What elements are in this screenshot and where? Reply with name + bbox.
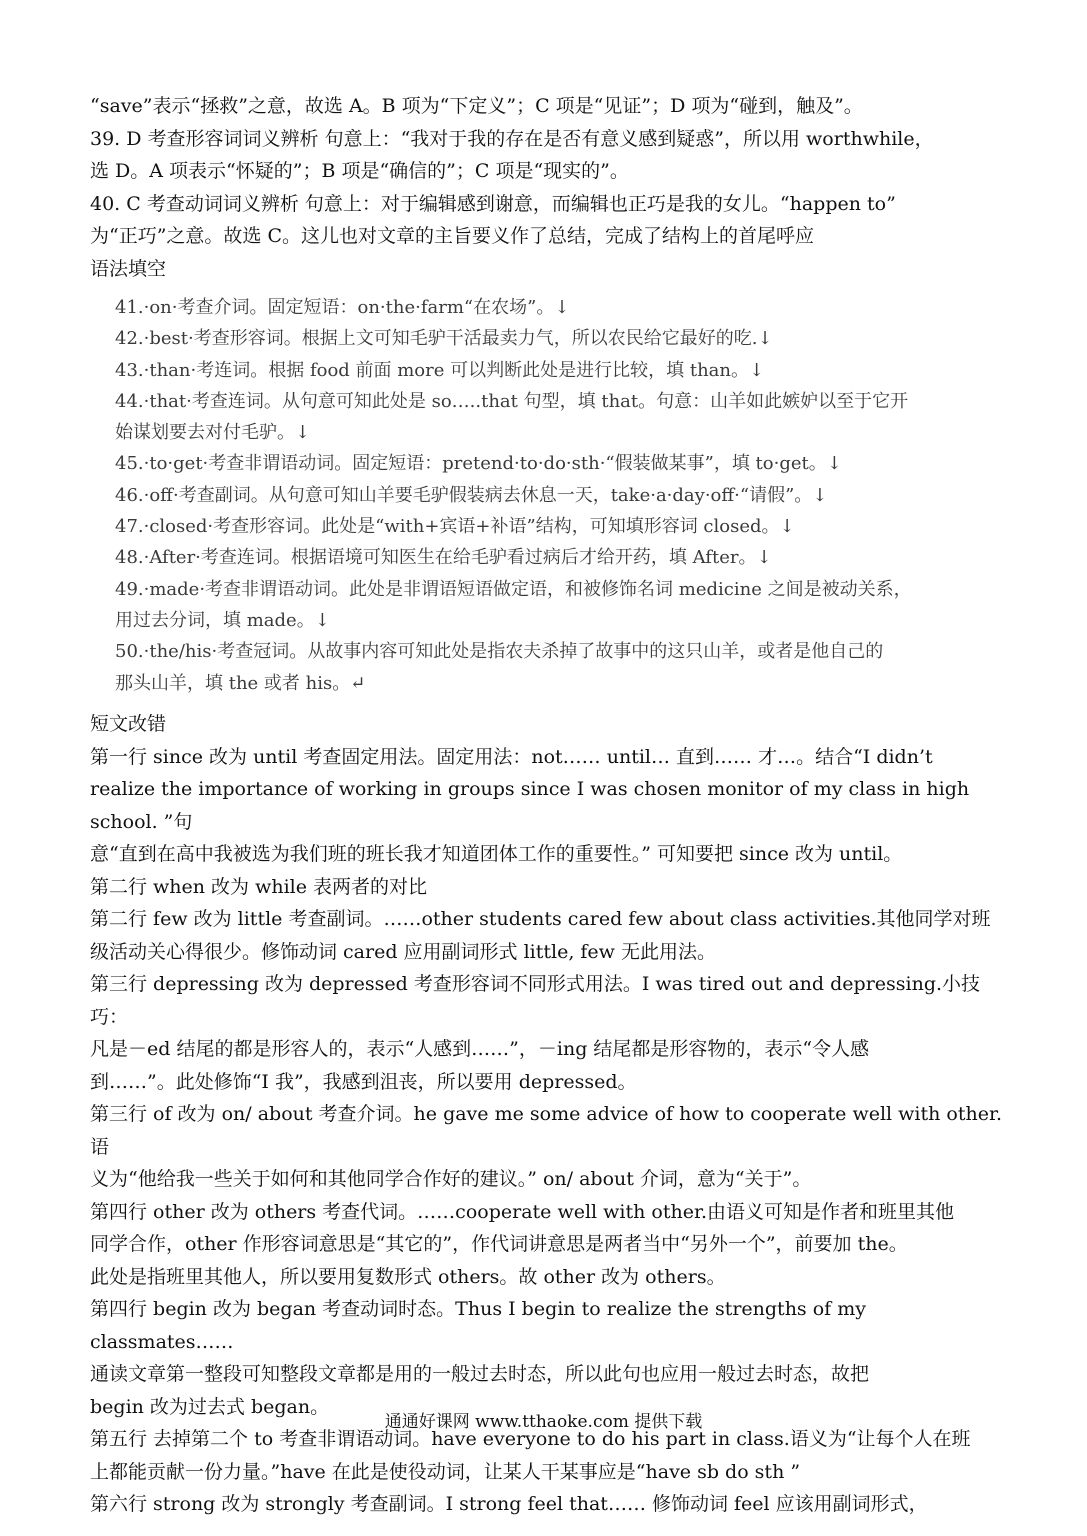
answer-line: 45.·to·get·考查非谓语动词。固定短语：pretend·to·do·sth·“假装做某事”，填 to·get。↓ [115,453,842,475]
text-line: 到……”。此处修饰“I 我”，我感到沮丧，所以要用 depressed。 [90,1070,637,1093]
error-correction-section [90,708,1005,1521]
answer-line: 49.·made·考查非谓语动词。此处是非谓语短语做定语，和被修饰名词 medicine 之间是被动关系， [115,578,912,600]
answer-line: 46.·off·考查副词。从句意可知山羊要毛驴假装病去休息一天，take·a·day·off·“请假”。↓ [115,484,828,506]
answer-line: 始谋划要去对付毛驴。↓ [115,422,311,444]
text-line: 此处是指班里其他人，所以要用复数形式 others。故 other 改为 others。 [90,1265,726,1288]
text-line: 第五行 去掉第二个 to 考查非谓语动词。have everyone to do his part in class.语义为“让每个人在班 [90,1428,971,1450]
text-line: 级活动关心得很少。修饰动词 cared 应用副词形式 little, few 无此用法。 [90,940,716,963]
text-line: 第二行 few 改为 little 考查副词。……other students cared few about class activities.其他同学对班 [90,908,991,930]
answer-line: 47.·closed·考查形容词。此处是“with+宾语+补语”结构，可知填形容词 closed。↓ [115,516,795,538]
text-line: 同学合作，other 作形容词意思是“其它的”，作代词讲意思是两者当中“另外一个”，前要加 the。 [90,1233,908,1255]
text-line: 上都能贡献一份力量。”have 在此是使役动词，让某人干某事应是“have sb do sth ” [90,1460,801,1483]
text-line: begin 改为过去式 began。 [90,1395,330,1418]
text-line: 40. C 考查动词词义辨析 句意上：对于编辑感到谢意，而编辑也正巧是我的女儿。“happen to” [90,192,896,215]
section-heading-correction: 短文改错 [90,713,167,735]
text-line: “save”表示“拯救”之意，故选 A。B 项为“下定义”；C 项是“见证”；D 项为“碰到，触及”。 [90,95,863,117]
page-footer: 通通好课网 www.tthaoke.com 提供下载 [384,1412,703,1432]
answer-line: 48.·After·考查连词。根据语境可知医生在给毛驴看过病后才给开药，填 After。↓ [115,547,772,569]
text-line: 第四行 other 改为 others 考查代词。……cooperate well with other.由语义可知是作者和班里其他 [90,1200,954,1223]
answer-line: 43.·than·考连词。根据 food 前面 more 可以判断此处是进行比较，填 than。↓ [115,359,765,381]
text-line: 39. D 考查形容词词义辨析 句意上：“我对于我的存在是否有意义感到疑惑”，所以用 worthwhile， [90,127,934,150]
text-line: 第四行 begin 改为 began 考查动词时态。Thus I begin to realize the strengths of my classmates…… [90,1298,866,1353]
text-line: 第一行 since 改为 until 考查固定用法。固定用法：not…… until… 直到…… 才…。结合“I didn’t [90,745,933,768]
text-line: 第三行 depressing 改为 depressed 考查形容词不同形式用法。I was tired out and depressing.小技巧： [90,973,981,1028]
answer-line: 44.·that·考查连词。从句意可知此处是 so…..that 句型，填 that。句意：山羊如此嫉妒以至于它开 [115,390,909,412]
answer-explanations-top [90,90,1005,285]
grammar-fill-answers [115,292,995,699]
text-line: 凡是－ed 结尾的都是形容人的，表示“人感到……”，－ing 结尾都是形容物的，表示“令人感 [90,1038,870,1060]
text-line: 义为“他给我一些关于如何和其他同学合作好的建议。” on/ about 介词，意为“关于”。 [90,1168,812,1190]
text-line: 第六行 strong 改为 strongly 考查副词。I strong feel that…… 修饰动词 feel 应该用副词形式， [90,1493,928,1515]
text-line: 为“正巧”之意。故选 C。这儿也对文章的主旨要义作了总结，完成了结构上的首尾呼应 [90,225,815,247]
text-line: 第二行 when 改为 while 表两者的对比 [90,875,428,898]
answer-line: 50.·the/his·考查冠词。从故事内容可知此处是指农夫杀掉了故事中的这只山羊，或者是他自己的 [115,641,884,663]
answer-line: 那头山羊，填 the 或者 his。↵ [115,672,366,694]
text-line: 第三行 of 改为 on/ about 考查介词。he gave me some advice of how to cooperate well with other.语 [90,1103,1002,1158]
answer-line: 41.·on·考查介词。固定短语：on·the·farm“在农场”。↓ [115,297,570,318]
text-line: 通读文章第一整段可知整段文章都是用的一般过去时态，所以此句也应用一般过去时态，故把 [90,1363,870,1385]
text-line: 选 D。A 项表示“怀疑的”；B 项是“确信的”；C 项是“现实的”。 [90,160,629,182]
answer-line: 42.·best·考查形容词。根据上文可知毛驴干活最卖力气，所以农民给它最好的吃.↓ [115,328,773,350]
text-line: 意“直到在高中我被选为我们班的班长我才知道团体工作的重要性。” 可知要把 since 改为 until。 [90,843,903,865]
section-heading-grammar: 语法填空 [90,257,167,280]
answer-line: 用过去分词，填 made。↓ [115,609,330,631]
text-line: realize the importance of working in groups since I was chosen monitor of my class in high school. ”句 [90,778,970,833]
